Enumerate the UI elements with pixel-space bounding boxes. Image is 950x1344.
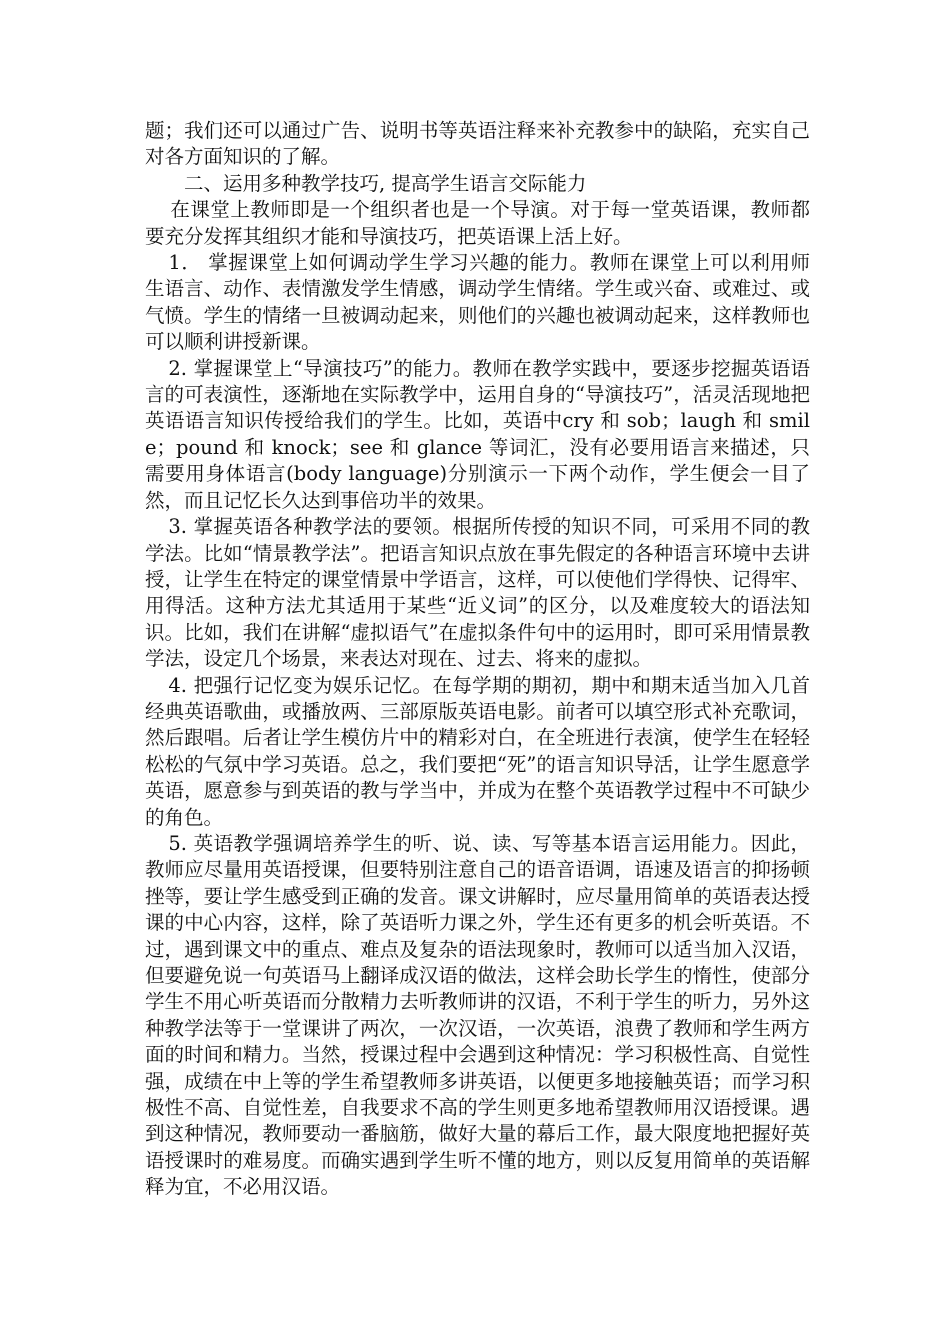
- paragraph-point-2: 2. 掌握课堂上“导演技巧”的能力。教师在教学实践中，要逐步挖掘英语语言的可表演性，逐渐地在实际教学中，运用自身的“导演技巧”，活灵活现地把英语语言知识传授给我们的学生。比如，英语中cry 和 sob；laugh 和 smile；pound 和 knock；see 和 glance 等词汇，没有必要用语言来描述，只需要用身体语言(body language)分别演示一下两个动作，学生便会一目了然，而且记忆长久达到事倍功半的效果。: [145, 356, 810, 512]
- paragraph-intro: 在课堂上教师即是一个组织者也是一个导演。对于每一堂英语课，教师都要充分发挥其组织才能和导演技巧，把英语课上活上好。: [145, 198, 810, 248]
- paragraph-point-4: 4. 把强行记忆变为娱乐记忆。在每学期的期初，期中和期末适当加入几首经典英语歌曲，或播放两、三部原版英语电影。前者可以填空形式补充歌词，然后跟唱。后者让学生模仿片中的精彩对白，在全班进行表演，使学生在轻轻松松的气氛中学习英语。总之，我们要把“死”的语言知识导活，让学生愿意学英语，愿意参与到英语的教与学当中，并成为在整个英语教学过程中不可缺少的角色。: [145, 673, 810, 829]
- paragraph-point-5: 5. 英语教学强调培养学生的听、说、读、写等基本语言运用能力。因此，教师应尽量用英语授课，但要特别注意自己的语音语调，语速及语言的抑扬顿挫等，要让学生感受到正确的发音。课文讲解时，应尽量用简单的英语表达授课的中心内容，这样，除了英语听力课之外，学生还有更多的机会听英语。不过，遇到课文中的重点、难点及复杂的语法现象时，教师可以适当加入汉语，但要避免说一句英语马上翻译成汉语的做法，这样会助长学生的惰性，使部分学生不用心听英语而分散精力去听教师讲的汉语，不利于学生的听力，另外这种教学法等于一堂课讲了两次，一次汉语，一次英语，浪费了教师和学生两方面的时间和精力。当然，授课过程中会遇到这种情况：学习积极性高、自觉性强，成绩在中上等的学生希望教师多讲英语，以便更多地接触英语；而学习积极性不高、自觉性差，自我要求不高的学生则更多地希望教师用汉语授课。遇到这种情况，教师要动一番脑筋，做好大量的幕后工作，最大限度地把握好英语授课时的难易度。而确实遇到学生听不懂的地方，则以反复用简单的英语解释为宜，不必用汉语。: [145, 831, 810, 1199]
- paragraph-point-1: 1． 掌握课堂上如何调动学生学习兴趣的能力。教师在课堂上可以利用师生语言、动作、表情激发学生情感，调动学生情绪。学生或兴奋、或难过、或气愤。学生的情绪一旦被调动起来，则他们的兴趣也被调动起来，这样教师也可以顺利讲授新课。: [145, 251, 810, 354]
- paragraph-continuation: 题；我们还可以通过广告、说明书等英语注释来补充教参中的缺陷，充实自己对各方面知识的了解。: [145, 119, 810, 169]
- paragraph-point-3: 3. 掌握英语各种教学法的要领。根据所传授的知识不同，可采用不同的教学法。比如“情景教学法”。把语言知识点放在事先假定的各种语言环境中去讲授，让学生在特定的课堂情景中学语言，这样，可以使他们学得快、记得牢、用得活。这种方法尤其适用于某些“近义词”的区分，以及难度较大的语法知识。比如，我们在讲解“虚拟语气”在虚拟条件句中的运用时，即可采用情景教学法，设定几个场景，来表达对现在、过去、将来的虚拟。: [145, 515, 810, 671]
- section-heading: 二、运用多种教学技巧, 提高学生语言交际能力: [184, 171, 587, 195]
- document-body: [145, 118, 810, 1201]
